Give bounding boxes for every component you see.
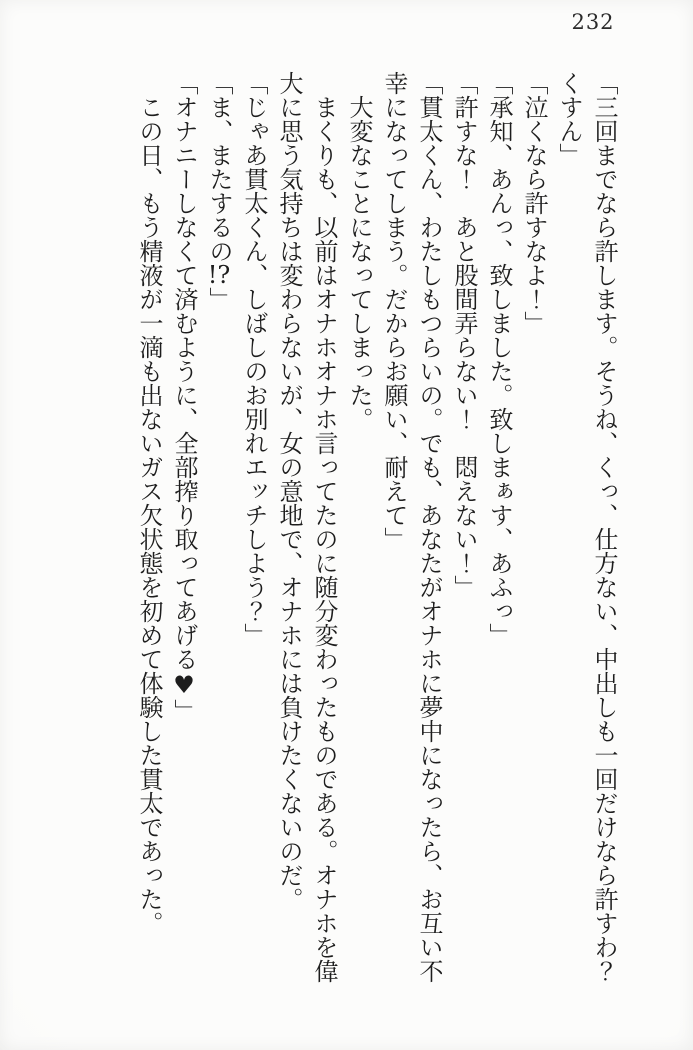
text-line-11: 「じゃあ貫太くん、しばしのお別れエッチしよう？」 xyxy=(240,71,268,647)
text-line-4: 「承知、あんっ、致しました。致しまぁす、あふっ」 xyxy=(485,71,513,647)
text-line-12-post: 」 xyxy=(205,287,233,311)
text-line-14: この日、もう精液が一滴も出ないガス欠状態を初めて体験した貫太であった。 xyxy=(135,95,163,935)
text-line-8: 大変なことになってしまった。 xyxy=(345,95,373,431)
text-line-9: まくりも、以前はオナホオナホ言ってたのに随分変わったものである。オナホを偉 xyxy=(310,95,338,983)
page-number: 232 xyxy=(571,10,615,34)
text-line-12 xyxy=(201,71,236,995)
vertical-text-block xyxy=(131,71,621,995)
text-line-5: 「許すな！ あと股間弄らない！ 悶えない！」 xyxy=(450,71,478,599)
tatechuyoko-exclamation-question: !? xyxy=(207,263,231,287)
text-line-10: 大に思う気持ちは変わらないが、女の意地で、オナホには負けたくないのだ。 xyxy=(275,71,303,911)
text-line-2: くすん」 xyxy=(555,71,583,167)
text-line-1: 「三回までなら許します。そうね、くっ、仕方ない、中出しも一回だけなら許すわ？ xyxy=(590,71,618,983)
text-line-12-pre: 「ま、またするの xyxy=(205,71,233,263)
text-line-7: 幸になってしまう。だからお願い、耐えて」 xyxy=(380,71,408,551)
text-line-13: 「オナニーしなくて済むように、全部搾り取ってあげる♥」 xyxy=(170,71,198,723)
text-line-6: 「貫太くん、わたしもつらいの。でも、あなたがオナホに夢中になったら、お互い不 xyxy=(415,71,443,983)
text-line-3: 「泣くなら許すなよ！」 xyxy=(520,71,548,335)
